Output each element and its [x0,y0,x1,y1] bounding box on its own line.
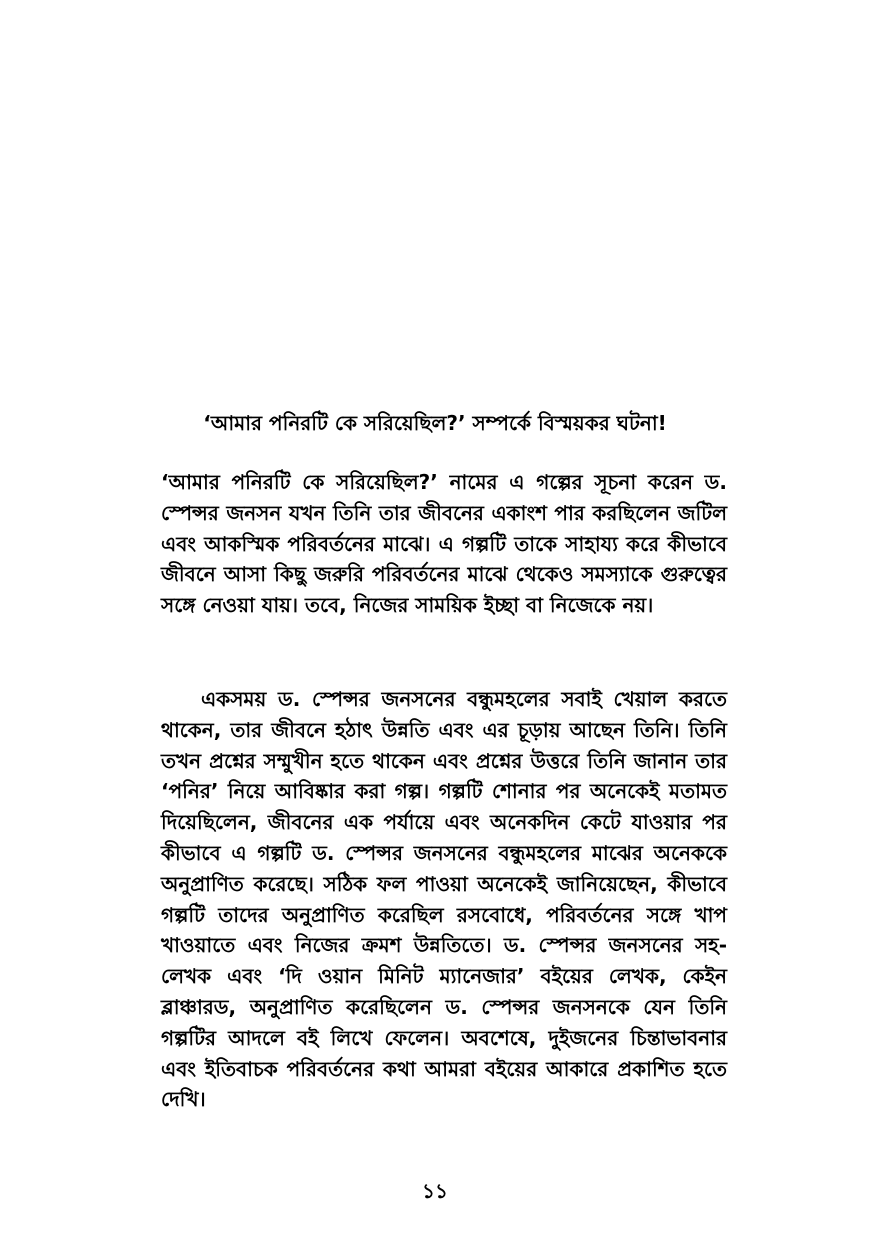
section-heading: ‘আমার পনিরটি কে সরিয়েছিল?’ সম্পর্কে বিস্ময়কর ঘটনা! [203,411,667,435]
paragraph-intro: ‘আমার পনিরটি কে সরিয়েছিল?’ নামের এ গল্পের সূচনা করেন ড. স্পেন্সর জনসন যখন তিনি তার জীবনের একাংশ পার করছিলেন জটিল এবং আকস্মিক পরিবর্তনের মাঝে। এ গল্পটি তাকে সাহায্য করে কীভাবে জীবনে আসা কিছু জরুরি পরিবর্তনের মাঝে থেকেও সমস্যাকে গুরুত্বের সঙ্গে নেওয়া যায়। তবে, নিজের সাময়িক ইচ্ছা বা নিজেকে নয়। [161,470,727,618]
page-number: ১১ [422,1179,448,1203]
paragraph-body: একসময় ড. স্পেন্সর জনসনের বন্ধুমহলের সবাই খেয়াল করতে থাকেন, তার জীবনে হঠাৎ উন্নতি এবং এর চূড়ায় আছেন তিনি। তিনি তখন প্রশ্নের সম্মুখীন হতে থাকেন এবং প্রশ্নের উত্তরে তিনি জানান তার ‘পনির’ নিয়ে আবিষ্কার করা গল্প। গল্পটি শোনার পর অনেকেই মতামত দিয়েছিলেন, জীবনের এক পর্যায়ে এবং অনেকদিন কেটে যাওয়ার পর কীভাবে এ গল্পটি ড. স্পেন্সর জনসনের বন্ধুমহলের মাঝের অনেককে অনুপ্রাণিত করেছে। সঠিক ফল পাওয়া অনেকেই জানিয়েছেন, কীভাবে গল্পটি তাদের অনুপ্রাণিত করেছিল রসবোধে, পরিবর্তনের সঙ্গে খাপ খাওয়াতে এবং নিজের ক্রমশ উন্নতিতে। ড. স্পেন্সর জনসনের সহ-লেখক এবং ‘দি ওয়ান মিনিট ম্যানেজার’ বইয়ের লেখক, কেইন ব্লাঞ্চারড, অনুপ্রাণিত করেছিলেন ড. স্পেন্সর জনসনকে যেন তিনি গল্পটির আদলে বই লিখে ফেলেন। অবশেষে, দুইজনের চিন্তাভাবনার এবং ইতিবাচক পরিবর্তনের কথা আমরা বইয়ের আকারে প্রকাশিত হতে দেখি। [161,687,727,1112]
